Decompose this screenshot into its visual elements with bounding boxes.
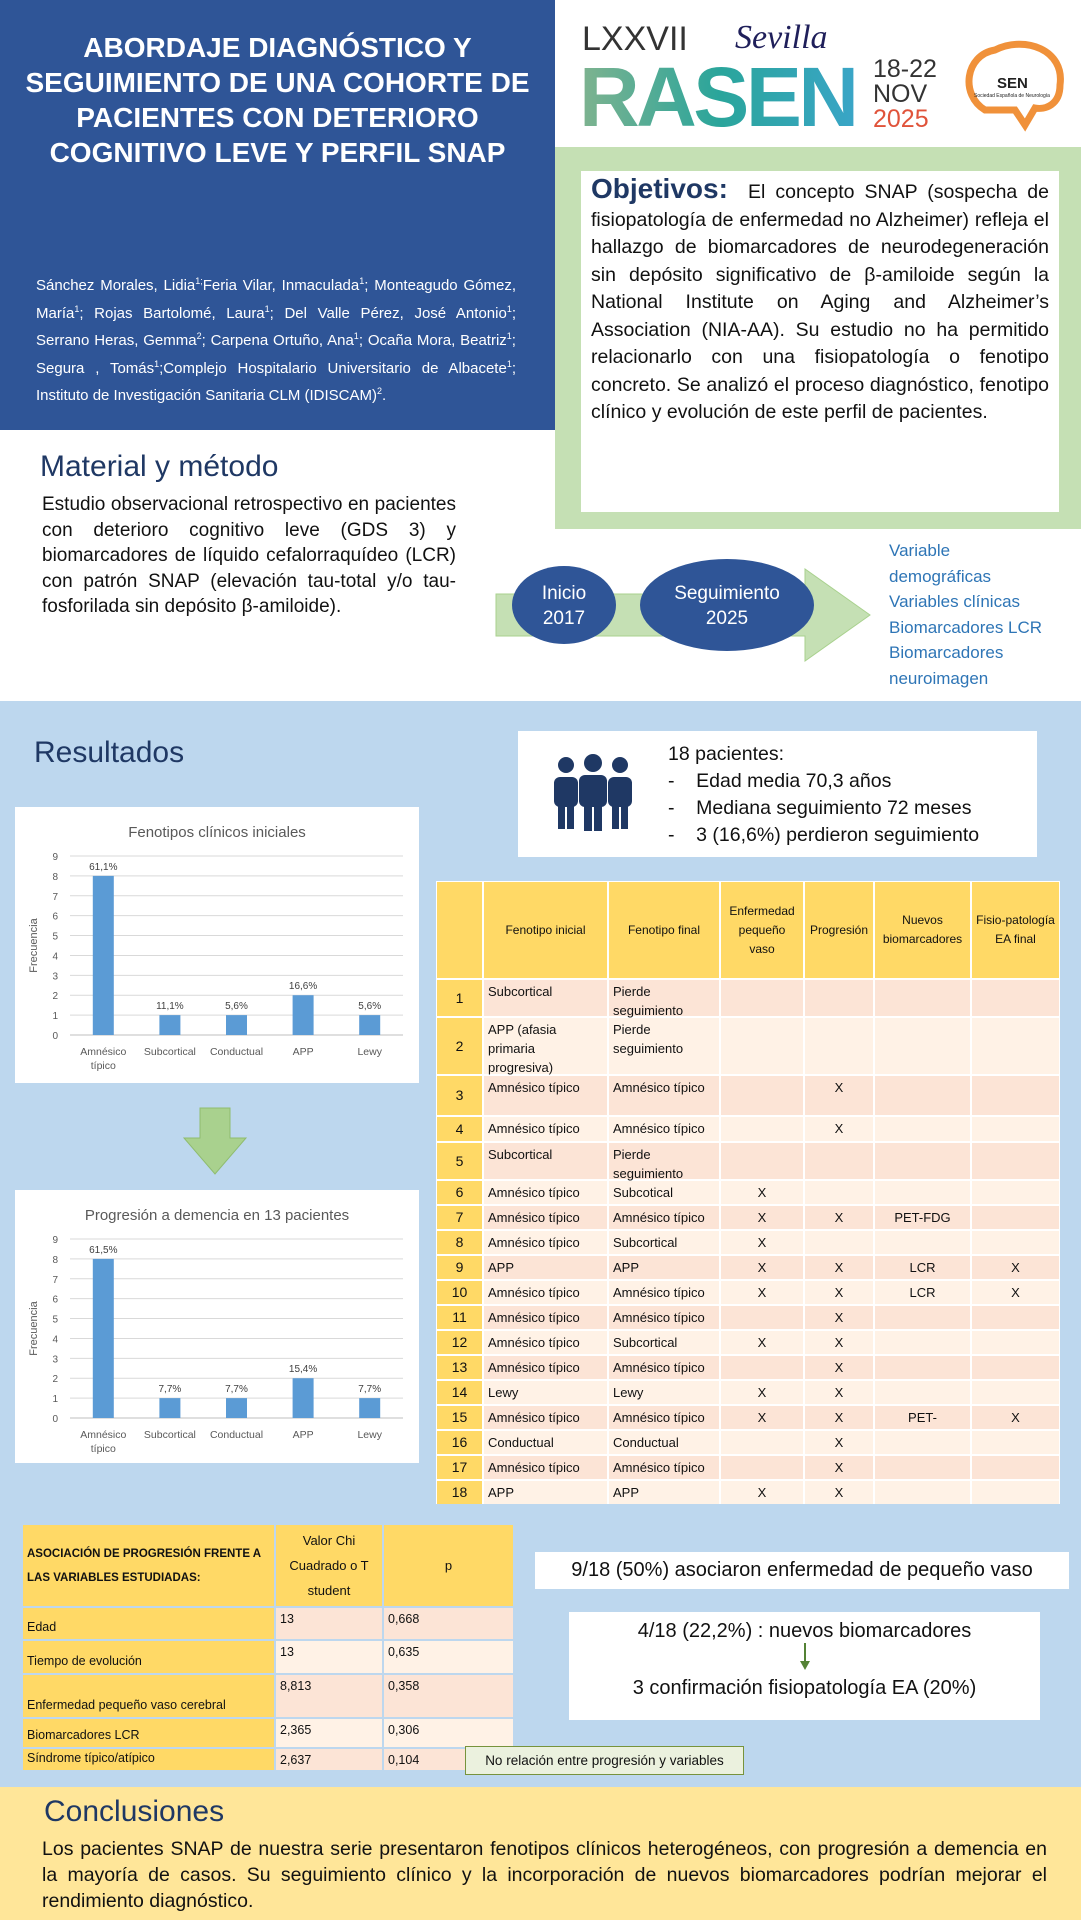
table-cell: 0,635 [384, 1641, 513, 1673]
table-cell [721, 1076, 803, 1115]
logo-month: NOV [873, 80, 928, 108]
table-cell: 16 [437, 1431, 482, 1454]
patients-stat: 3 (16,6%) perdieron seguimiento [696, 824, 980, 846]
x-tick-label: Amnésico típico [80, 1046, 127, 1072]
table-cell: X [972, 1406, 1059, 1429]
table-cell: X [805, 1306, 873, 1329]
table-cell: 13 [276, 1608, 382, 1639]
table-cell: APP (afasia primaria progresiva) [484, 1018, 607, 1074]
x-tick-label: Subcortical [143, 1429, 196, 1441]
table-cell: Subcortical [484, 980, 607, 1016]
y-tick-label: 1 [52, 1394, 58, 1406]
table-cell: Amnésico típico [609, 1281, 719, 1304]
table-cell: LCR [875, 1256, 970, 1279]
table-cell: Amnésico típico [484, 1281, 607, 1304]
logo-dates: 18-22 [873, 55, 937, 83]
chart-title: Progresión a demencia en 13 pacientes [84, 1207, 350, 1224]
table-cell: Amnésico típico [484, 1406, 607, 1429]
table-cell: Amnésico típico [484, 1356, 607, 1379]
table-cell [875, 1143, 970, 1179]
column-header [437, 882, 482, 978]
data-label: 15,4% [288, 1364, 318, 1376]
table-cell [972, 1381, 1059, 1404]
x-tick-label: Subcortical [143, 1046, 196, 1058]
seguimiento-year: 2025 [705, 608, 749, 629]
table-cell: 8,813 [276, 1675, 382, 1717]
table-cell: 6 [437, 1181, 482, 1204]
table-cell: Lewy [609, 1381, 719, 1404]
data-label: 11,1% [156, 1001, 184, 1013]
x-tick-label: Lewy [357, 1429, 382, 1441]
seguimiento-ellipse [640, 559, 814, 651]
table-cell: Subcortical [609, 1331, 719, 1354]
table-cell: Síndrome típico/atípico [23, 1749, 274, 1770]
table-cell: 4 [437, 1117, 482, 1141]
table-cell: X [805, 1206, 873, 1229]
table-cell [972, 1331, 1059, 1354]
inicio-label: Inicio [541, 583, 587, 604]
table-cell [875, 980, 970, 1016]
authors: Sánchez Morales, Lidia$^{1;}$Feria Vilar, Inmaculada$^1$; Monteagudo Gómez, María$^1$; Rojas Bartolomé, Laura$^1$; Del Valle Pérez, José Antonio$^1$; Serrano Heras, Gemma$^2$; Carpena Ortuño, Ana$^1$; Ocaña Mora, Beatriz$^1$; Segura , Tomás$^1$;Complejo Hospitalario Universitario de Albacete$^1$; Instituto de Investigación Sanitaria CLM (IDISCAM)$^2$. [36, 276, 516, 404]
down-arrow-icon [184, 1108, 246, 1174]
table-cell: Tiempo de evolución [23, 1641, 274, 1673]
table-cell [972, 1356, 1059, 1379]
table-cell: Conductual [484, 1431, 607, 1454]
y-tick-label: 8 [52, 1254, 58, 1266]
table-cell: PET- [875, 1406, 970, 1429]
metodo-heading: Material y método [40, 450, 279, 483]
table-cell [875, 1456, 970, 1479]
association-table [22, 1524, 514, 1771]
bar [226, 1398, 247, 1418]
objetivos-heading: Objetivos: [591, 173, 728, 204]
table-cell: Amnésico típico [609, 1356, 719, 1379]
table-cell: X [721, 1256, 803, 1279]
table-cell: X [805, 1076, 873, 1115]
table-cell [972, 1181, 1059, 1204]
table-cell: X [805, 1481, 873, 1504]
variable-item: Variable [889, 541, 951, 560]
table-cell: Amnésico típico [484, 1206, 607, 1229]
x-tick-label: Conductual [209, 1046, 264, 1058]
y-tick-label: 0 [52, 1414, 58, 1425]
logo-name: RASEN [579, 50, 859, 144]
column-header: p [384, 1525, 513, 1606]
table-cell [875, 1076, 970, 1115]
table-cell [972, 1431, 1059, 1454]
table-cell [721, 1456, 803, 1479]
table-cell: X [721, 1331, 803, 1354]
x-tick-label: APP [292, 1046, 314, 1058]
y-tick-label: 1 [52, 1011, 58, 1023]
table-cell: Amnésico típico [484, 1076, 607, 1115]
table-cell [875, 1331, 970, 1354]
table-cell [875, 1356, 970, 1379]
table-cell [875, 1117, 970, 1141]
people-icon [548, 753, 638, 833]
y-tick-label: 3 [52, 971, 58, 983]
table-cell: X [805, 1456, 873, 1479]
table-cell [721, 1431, 803, 1454]
bullet: - [668, 824, 675, 846]
column-header: Nuevos biomarcadores [875, 882, 970, 978]
table-cell [875, 1481, 970, 1504]
down-arrow-icon [799, 1643, 811, 1671]
table-cell: 18 [437, 1481, 482, 1504]
table-cell: X [721, 1381, 803, 1404]
table-cell: X [805, 1356, 873, 1379]
logo-society-full: Sociedad Española de Neurología [974, 93, 1050, 99]
table-cell [805, 1231, 873, 1254]
chart-progression [15, 1190, 419, 1463]
logo-society: SEN [997, 75, 1028, 92]
table-cell [805, 1143, 873, 1179]
column-header: ASOCIACIÓN DE PROGRESIÓN FRENTE A LAS VARIABLES ESTUDIADAS: [23, 1525, 274, 1606]
table-cell: Amnésico típico [484, 1456, 607, 1479]
bar [159, 1015, 180, 1035]
table-cell [805, 1018, 873, 1074]
data-label: 5,6% [358, 1001, 382, 1013]
poster-title: ABORDAJE DIAGNÓSTICO Y SEGUIMIENTO DE UNA COHORTE DE PACIENTES CON DETERIORO COGNITIVO LEVE Y PERFIL SNAP [25, 32, 530, 168]
variable-item: demográficas [889, 566, 992, 586]
table-cell [972, 1456, 1059, 1479]
table-cell: X [805, 1406, 873, 1429]
table-cell: Amnésico típico [609, 1117, 719, 1141]
data-label: 61,1% [89, 861, 118, 873]
table-cell [721, 1117, 803, 1141]
table-cell: 15 [437, 1406, 482, 1429]
table-cell: X [721, 1181, 803, 1204]
bar [359, 1015, 380, 1035]
table-cell [721, 980, 803, 1016]
objetivos-box [581, 171, 1059, 512]
table-cell [972, 1481, 1059, 1504]
metodo-text: Estudio observacional retrospectivo en pacientes con deterioro cognitivo leve (GDS 3) y biomarcadores de líquido cefalorraquídeo (LCR) con patrón SNAP (elevación tau-total y/o tau-fosforilada sin depósito β-amiloide). [42, 494, 456, 617]
table-cell: X [721, 1481, 803, 1504]
table-cell: 10 [437, 1281, 482, 1304]
table-cell: 13 [437, 1356, 482, 1379]
table-cell: Conductual [609, 1431, 719, 1454]
table-cell: 7 [437, 1206, 482, 1229]
table-cell: Edad [23, 1608, 274, 1639]
table-cell [721, 1143, 803, 1179]
table-cell: Amnésico típico [484, 1306, 607, 1329]
patients-summary [518, 731, 1037, 857]
congress-logos [555, 0, 1081, 147]
patients-stat: Mediana seguimiento 72 meses [696, 797, 972, 819]
table-cell [875, 1231, 970, 1254]
y-tick-label: 0 [52, 1031, 58, 1042]
y-tick-label: 9 [52, 852, 58, 863]
table-cell: 0,306 [384, 1719, 513, 1747]
y-tick-label: 6 [52, 911, 58, 923]
table-cell: X [805, 1281, 873, 1304]
table-cell [972, 1076, 1059, 1115]
column-header: Fenotipo inicial [484, 882, 607, 978]
y-tick-label: 5 [52, 1314, 58, 1326]
column-header: Fisio-patología EA final [972, 882, 1059, 978]
bar [159, 1398, 180, 1418]
seguimiento-label: Seguimiento [674, 583, 780, 604]
biomarkers-text: 4/18 (22,2%) : nuevos biomarcadores [637, 1620, 972, 1642]
table-cell: Amnésico típico [484, 1331, 607, 1354]
table-cell: 3 [437, 1076, 482, 1115]
table-cell: 17 [437, 1456, 482, 1479]
table-cell: APP [609, 1256, 719, 1279]
y-tick-label: 3 [52, 1354, 58, 1366]
x-tick-label: Lewy [357, 1046, 382, 1058]
table-cell [805, 980, 873, 1016]
variable-item: Variables clínicas [889, 592, 1021, 611]
table-cell [875, 1306, 970, 1329]
table-cell: Amnésico típico [609, 1206, 719, 1229]
table-cell: X [721, 1406, 803, 1429]
patients-stat: Edad media 70,3 años [696, 770, 892, 792]
table-cell: X [805, 1381, 873, 1404]
bullet: - [668, 797, 675, 819]
y-tick-label: 9 [52, 1235, 58, 1246]
x-tick-label: Conductual [209, 1429, 264, 1441]
table-cell: X [805, 1117, 873, 1141]
x-tick-label: APP [292, 1429, 314, 1441]
table-cell: X [805, 1431, 873, 1454]
y-tick-label: 4 [52, 1334, 58, 1346]
objetivos-text: El concepto SNAP (sospecha de fisiopatología de enfermedad no Alzheimer) refleja el hallazgo de biomarcadores de neurodegeneración sin depósito significativo de β-amiloide según la National Institute on Aging and Alzheimer’s Association (NIA-AA). Su estudio no ha permitido relacionarlo con una fisiopatología o fenotipo concreto. Se analizó el proceso diagnóstico, fenotipo clínico y evolución de este perfil de pacientes. [591, 181, 1049, 423]
column-header: Fenotipo final [609, 882, 719, 978]
table-cell: Amnésico típico [609, 1456, 719, 1479]
chart-title: Fenotipos clínicos iniciales [128, 824, 306, 841]
column-header: Enfermedad pequeño vaso [721, 882, 803, 978]
data-label: 7,7% [158, 1384, 182, 1396]
table-cell [875, 1181, 970, 1204]
y-tick-label: 2 [52, 991, 58, 1003]
table-cell [721, 1306, 803, 1329]
inicio-ellipse [512, 566, 616, 644]
table-cell [805, 1181, 873, 1204]
conclusiones-text: Los pacientes SNAP de nuestra serie presentaron fenotipos clínicos heterogéneos, con progresión a demencia en la mayoría de casos. Su seguimiento clínico y la incorporación de nuevos biomarcadores podrían mejorar el rendimiento diagnóstico. [42, 1838, 1047, 1912]
table-cell: 1 [437, 980, 482, 1016]
table-cell: 0,668 [384, 1608, 513, 1639]
bar [93, 1259, 114, 1418]
table-cell [721, 1356, 803, 1379]
table-cell: X [805, 1256, 873, 1279]
table-cell: Enfermedad pequeño vaso cerebral [23, 1675, 274, 1717]
table-cell: Subcotical [609, 1181, 719, 1204]
bar [293, 995, 314, 1035]
table-cell [721, 1018, 803, 1074]
column-header: Progresión [805, 882, 873, 978]
table-cell: 12 [437, 1331, 482, 1354]
data-label: 61,5% [89, 1244, 118, 1256]
y-tick-label: 2 [52, 1374, 58, 1386]
bar [93, 876, 114, 1035]
table-cell: Subcortical [609, 1231, 719, 1254]
biomarkers-finding [569, 1612, 1040, 1720]
y-tick-label: 6 [52, 1294, 58, 1306]
y-axis-label: Frecuencia [28, 918, 40, 973]
y-tick-label: 7 [52, 891, 58, 903]
table-cell: 14 [437, 1381, 482, 1404]
table-cell: X [721, 1231, 803, 1254]
table-cell: 8 [437, 1231, 482, 1254]
column-header: Valor Chi Cuadrado o T student [276, 1525, 382, 1606]
patients-table [436, 881, 1060, 1504]
y-tick-label: 5 [52, 931, 58, 943]
table-cell: APP [484, 1256, 607, 1279]
timeline-diagram [490, 552, 880, 667]
logo-city: Sevilla [735, 19, 828, 56]
patients-count: 18 pacientes: [668, 743, 785, 765]
x-tick-label: Amnésico típico [80, 1429, 127, 1455]
logo-year: 2025 [873, 105, 929, 133]
table-cell: Amnésico típico [609, 1406, 719, 1429]
table-cell: LCR [875, 1281, 970, 1304]
table-cell: Amnésico típico [609, 1076, 719, 1115]
table-cell [875, 1018, 970, 1074]
table-cell: Lewy [484, 1381, 607, 1404]
table-cell: Pierde seguimiento [609, 1018, 719, 1074]
y-tick-label: 7 [52, 1274, 58, 1286]
table-cell [972, 1018, 1059, 1074]
variables-list [889, 538, 1042, 691]
rasen-logo [555, 0, 1081, 147]
table-cell [972, 980, 1059, 1016]
bar [293, 1378, 314, 1418]
table-cell [972, 1117, 1059, 1141]
table-cell: 11 [437, 1306, 482, 1329]
bullet: - [668, 770, 675, 792]
variable-item: neuroimagen [889, 668, 989, 688]
table-cell: Biomarcadores LCR [23, 1719, 274, 1747]
inicio-year: 2017 [542, 608, 586, 629]
resultados-heading: Resultados [34, 736, 185, 769]
table-cell [875, 1381, 970, 1404]
table-cell: 0,104 [384, 1749, 513, 1770]
chart-initial-phenotypes [15, 807, 419, 1083]
data-label: 5,6% [225, 1001, 248, 1013]
y-tick-label: 8 [52, 871, 58, 883]
table-cell: 0,358 [384, 1675, 513, 1717]
table-cell: APP [609, 1481, 719, 1504]
table-cell [875, 1431, 970, 1454]
y-tick-label: 4 [52, 951, 58, 963]
table-cell: Amnésico típico [484, 1231, 607, 1254]
table-cell: Amnésico típico [484, 1117, 607, 1141]
table-cell: X [972, 1281, 1059, 1304]
table-cell [972, 1206, 1059, 1229]
table-cell: Pierde seguimiento [609, 980, 719, 1016]
data-label: 7,7% [225, 1384, 248, 1396]
table-cell: 2,637 [276, 1749, 382, 1770]
table-cell: X [721, 1206, 803, 1229]
table-cell: 2 [437, 1018, 482, 1074]
data-label: 7,7% [358, 1384, 382, 1396]
bar [359, 1398, 380, 1418]
small-vessel-finding: 9/18 (50%) asociaron enfermedad de pequeño vaso [535, 1552, 1069, 1589]
table-cell: PET-FDG [875, 1206, 970, 1229]
bar [226, 1015, 247, 1035]
table-cell: APP [484, 1481, 607, 1504]
logo-edition: LXXVII [582, 20, 688, 58]
title-panel [0, 0, 555, 430]
table-cell: 2,365 [276, 1719, 382, 1747]
table-cell: Amnésico típico [484, 1181, 607, 1204]
table-cell: X [972, 1256, 1059, 1279]
y-axis-label: Frecuencia [28, 1301, 40, 1356]
table-cell: Amnésico típico [609, 1306, 719, 1329]
table-cell [972, 1306, 1059, 1329]
table-cell: 5 [437, 1143, 482, 1179]
table-cell: Pierde seguimiento [609, 1143, 719, 1179]
table-cell: X [721, 1281, 803, 1304]
conclusiones-heading: Conclusiones [44, 1795, 225, 1828]
variable-item: Biomarcadores [889, 643, 1004, 662]
confirmation-text: 3 confirmación fisiopatología EA (20%) [632, 1677, 977, 1699]
table-cell [972, 1143, 1059, 1179]
no-relation-note: No relación entre progresión y variables [465, 1746, 744, 1775]
table-cell: X [805, 1331, 873, 1354]
data-label: 16,6% [288, 981, 318, 993]
variable-item: Biomarcadores LCR [889, 617, 1043, 637]
table-cell [972, 1231, 1059, 1254]
table-cell: Subcortical [484, 1143, 607, 1179]
table-cell: 9 [437, 1256, 482, 1279]
table-cell: 13 [276, 1641, 382, 1673]
